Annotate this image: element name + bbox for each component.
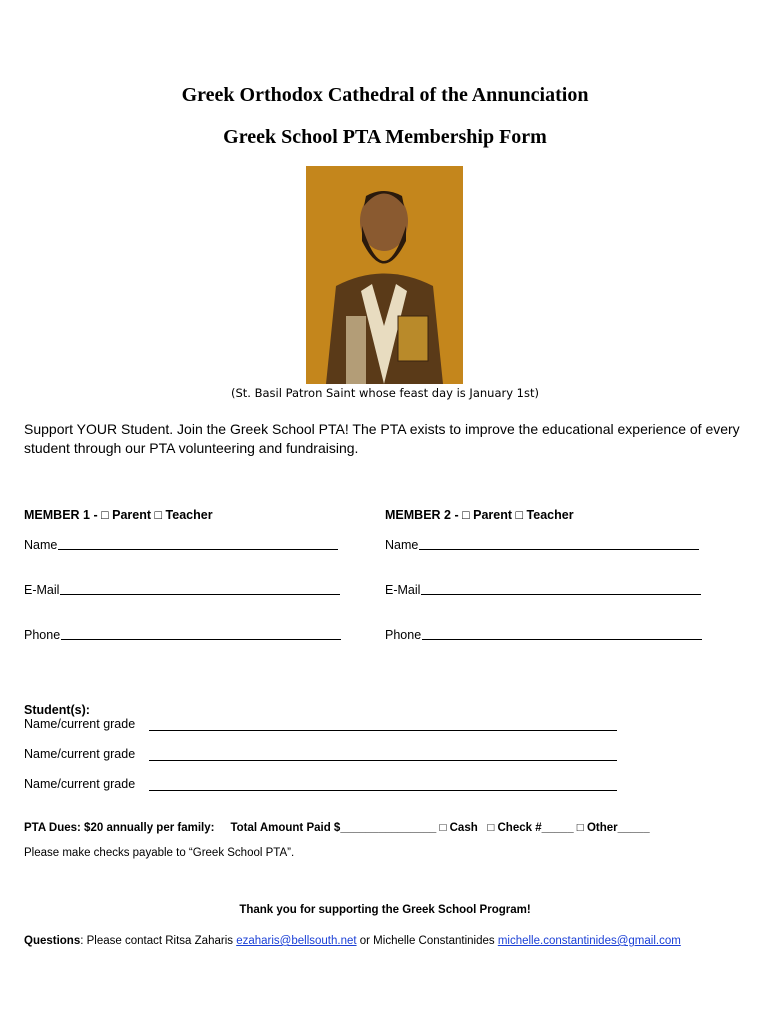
other-checkbox[interactable]: □ [576,822,584,834]
check-checkbox[interactable]: □ [487,822,495,834]
cash-checkbox[interactable]: □ [439,822,447,834]
thank-you-text: Thank you for supporting the Greek School Program! [239,904,531,916]
teacher-label: Teacher [165,508,213,522]
email-link-ezaharis[interactable]: ezaharis@bellsouth.net [236,935,357,947]
parent-label: Parent [473,508,513,522]
check-number-field[interactable]: _____ [541,822,574,834]
student-2-field[interactable] [149,760,617,761]
checks-note: Please make checks payable to “Greek School PTA”. [24,847,295,859]
phone-label: Phone [24,628,61,642]
member-1-phone-field[interactable] [24,628,341,642]
image-caption: (St. Basil Patron Saint whose feast day is January 1st) [231,386,539,400]
questions-text: : Please contact Ritsa Zaharis [80,935,237,947]
member-1-email-field[interactable] [24,583,340,597]
total-paid-label: Total Amount Paid $ [230,822,341,834]
questions-label: Questions [24,935,81,947]
email-label: E-Mail [385,583,421,597]
student-row-label: Name/current grade [24,777,136,791]
other-field[interactable]: _____ [617,822,650,834]
phone-label: Phone [385,628,422,642]
member-2-email-field[interactable] [385,583,701,597]
parent-checkbox[interactable]: □ [462,508,474,522]
student-row-label: Name/current grade [24,717,136,731]
dues-row [24,822,650,834]
student-1-field[interactable] [149,730,617,731]
parent-checkbox[interactable]: □ [101,508,113,522]
email-label: E-Mail [24,583,60,597]
intro-text: Support YOUR Student. Join the Greek School PTA! The PTA exists to improve the educational experience of every student through our PTA volunteering and fundraising. [24,421,740,456]
name-label: Name [385,538,419,552]
member-2-label: MEMBER 2 - [385,508,463,522]
document-title: Greek Orthodox Cathedral of the Annunciation [181,84,589,106]
parent-label: Parent [112,508,152,522]
member-2-phone-field[interactable] [385,628,702,642]
check-label: Check # [497,822,542,834]
teacher-label: Teacher [526,508,574,522]
member-2-heading [385,508,574,522]
questions-line [24,935,681,947]
student-row-label: Name/current grade [24,747,136,761]
student-3-field[interactable] [149,790,617,791]
member-1-name-field[interactable] [24,538,338,552]
questions-text: or Michelle Constantinides [356,935,498,947]
students-heading: Student(s): [24,703,90,717]
cash-label: Cash [449,822,478,834]
member-1-heading [24,508,213,522]
member-1-label: MEMBER 1 - [24,508,102,522]
name-label: Name [24,538,58,552]
member-2-name-field[interactable] [385,538,699,552]
email-link-michelle[interactable]: michelle.constantinides@gmail.com [497,935,681,947]
form-title: Greek School PTA Membership Form [223,126,547,148]
teacher-checkbox[interactable]: □ [154,508,166,522]
teacher-checkbox[interactable]: □ [515,508,527,522]
total-paid-field[interactable]: _______________ [340,822,437,834]
st-basil-icon-image [306,166,463,384]
other-label: Other [586,822,618,834]
dues-label: PTA Dues: $20 annually per family: [24,822,215,834]
